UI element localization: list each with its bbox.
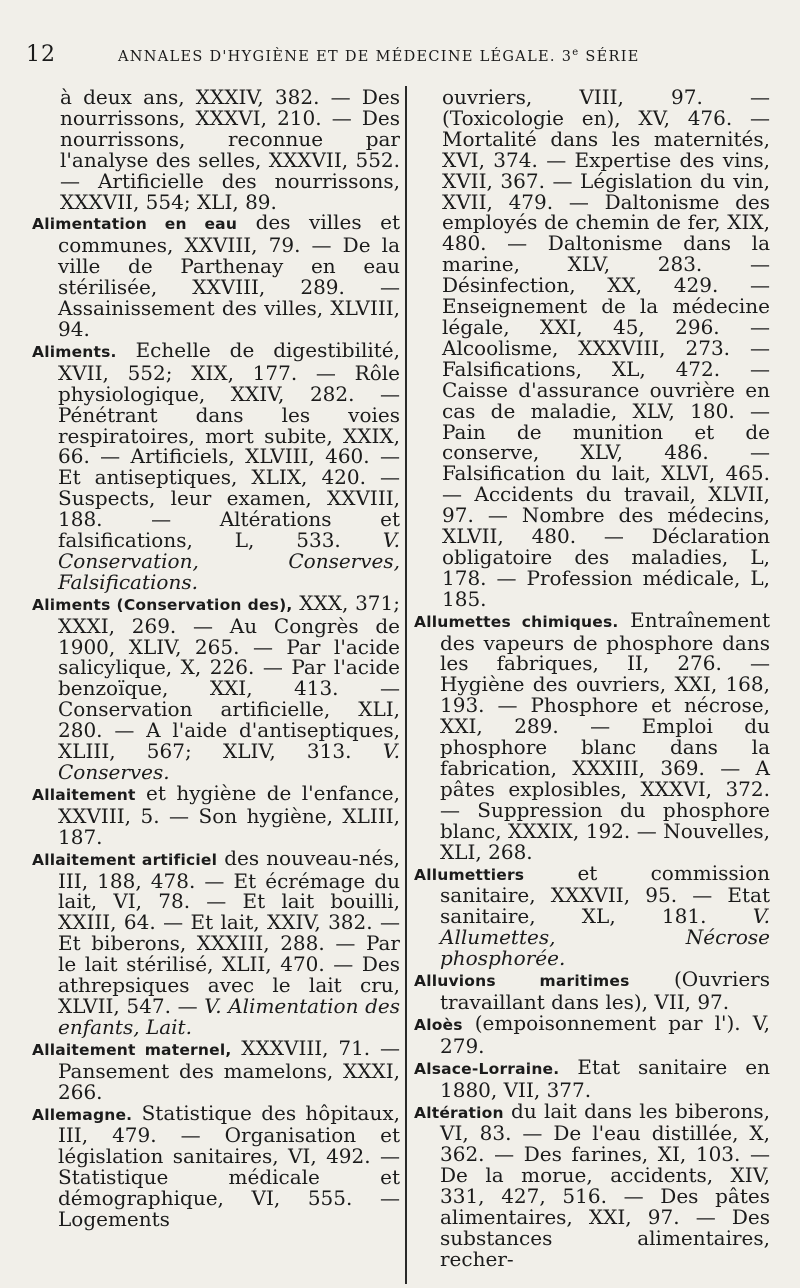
index-entry bbox=[32, 337, 400, 594]
index-entry bbox=[32, 845, 400, 1039]
entry-heading: Alimentation en eau bbox=[32, 215, 238, 234]
entry-heading: Allumettes chimiques. bbox=[414, 612, 619, 631]
entry-heading: Allemagne. bbox=[32, 1105, 133, 1124]
index-entry bbox=[32, 87, 400, 212]
series-label: SÉRIE bbox=[579, 49, 640, 65]
index-entry bbox=[414, 1054, 770, 1102]
left-column bbox=[32, 87, 400, 1230]
entry-text: Echelle de digestibilité, XVII, 552; XIX, 177. — Rôle physiologique, XXIV, 282. — Pénétrant dans les voies respiratoires, mort subite, XXIX, 66. — Artificiels, XLVIII, 460. — Et antiseptiques, XLIX, 420. — Suspects, leur examen, XXVIII, 188. — Altérations et falsifications, L, 533. bbox=[58, 337, 400, 553]
entry-heading: Aliments. bbox=[32, 342, 117, 361]
entry-text: (empoisonnement par l'). V, 279. bbox=[440, 1010, 770, 1058]
entry-text: et hygiène de l'enfance, XXVIII, 5. — Son hygiène, XLIII, 187. bbox=[58, 780, 400, 849]
entry-text: des nouveau-nés, III, 188, 478. — Et écrémage du lait, VI, 78. — Et lait bouilli, XXIII, 64. — Et lait, XXIV, 382. — Et biberons, XXXIII, 288. — Par le lait stérilisé, XLII, 470. — Des athrepsiques avec le lait cru, XLVII, 547. — bbox=[58, 845, 400, 1018]
entry-text: (Ouvriers travaillant dans les), VII, 97. bbox=[440, 967, 770, 1014]
entry-text: à deux ans, XXXIV, 382. — Des nourrissons, XXXVI, 210. — Des nourrissons, reconnue par l'analyse des selles, XXXVII, 552. — Artificielle des nourrissons, XXXVII, 554; XLI, 89. bbox=[60, 85, 400, 214]
entry-heading: Allumettiers bbox=[414, 865, 525, 884]
entry-heading: Aloès bbox=[414, 1015, 463, 1034]
right-column bbox=[414, 87, 770, 1270]
index-entry bbox=[32, 212, 400, 339]
entry-text: ouvriers, VIII, 97. — (Toxicologie en), XV, 476. — Mortalité dans les maternités, XVI, 374. — Expertise des vins, XVII, 367. — Législation du vin, XVII, 479. — Daltonisme des employés de chemin de fer, XIX, 480. — Daltonisme dans la marine, XLV, 283. — Désinfection, XX, 429. — Enseignement de la médecine légale, XXI, 45, 296. — Alcoolisme, XXXVIII, 273. — Falsifications, XL, 472. — Caisse d'assurance ouvrière en cas de maladie, XLV, 180. — Pain de munition et de conserve, XLV, 486. — Falsification du lait, XLVI, 465. — Accidents du travail, XLVII, 97. — Nombre des médecins, XLVII, 480. — Déclaration obligatoire des maladies, L, 178. — Profession médicale, L, 185. bbox=[442, 85, 770, 611]
entry-text: et commission sanitaire, XXXVII, 95. — Etat sanitaire, XL, 181. bbox=[440, 860, 770, 929]
series-superscript: e bbox=[572, 47, 580, 58]
entry-text: Entraînement des vapeurs de phosphore dans les fabriques, II, 276. — Hygiène des ouvriers, XXI, 168, 193. — Phosphore et nécrose, XXI, 289. — Emploi du phosphore blanc dans la fabrication, XXXIII, 369. — A pâtes explosibles, XXXVI, 372. — Suppression du phosphore blanc, XXXIX, 192. — Nouvelles, XLI, 268. bbox=[440, 607, 770, 864]
entry-heading: Allaitement maternel, bbox=[32, 1040, 232, 1059]
running-title-text: ANNALES D'HYGIÈNE ET DE MÉDECINE LÉGALE. 3 bbox=[118, 49, 573, 65]
entry-text: du lait dans les biberons, VI, 83. — De l'eau distillée, X, 362. — Des farines, XI, 103. — De la morue, accidents, XIV, 331, 427, 516. — Des pâtes alimentaires, XXI, 97. — Des substances alimentaires, recher- bbox=[440, 1098, 770, 1271]
entry-heading: Aliments (Conservation des), bbox=[32, 595, 293, 614]
entry-text: XXX, 371; XXXI, 269. — Au Congrès de 1900, XLIV, 265. — Par l'acide salicylique, X, 226. — Par l'acide benzoïque, XXI, 413. — Conservation artificielle, XLI, 280. — A l'aide d'antiseptiques, XLIII, 567; XLIV, 313. bbox=[58, 590, 400, 764]
entry-cross-reference: V. Allumettes, Nécrose phosphorée. bbox=[440, 904, 770, 971]
index-entry bbox=[414, 1098, 770, 1271]
entry-heading: Allaitement bbox=[32, 785, 136, 804]
index-entry bbox=[414, 87, 770, 610]
entry-cross-reference: V. Conserves. bbox=[58, 739, 400, 784]
entry-text: XXXVIII, 71. — Pansement des mamelons, XXXI, 266. bbox=[58, 1035, 400, 1104]
entry-cross-reference: V. Alimentation des enfants, Lait. bbox=[58, 993, 400, 1039]
entry-heading: Alsace-Lorraine. bbox=[414, 1059, 560, 1078]
index-entry bbox=[32, 590, 400, 784]
index-entry bbox=[414, 860, 770, 971]
page-number: 12 bbox=[26, 42, 56, 67]
entry-heading: Allaitement artificiel bbox=[32, 850, 218, 869]
running-title bbox=[118, 47, 640, 65]
page-header bbox=[26, 42, 778, 72]
index-entry bbox=[414, 969, 770, 1013]
entry-heading: Altération bbox=[414, 1103, 504, 1122]
entry-text: des villes et communes, XXVIII, 79. — De la ville de Parthenay en eau stérilisée, XXVIII, 289. — Assainissement des villes, XLVIII, 94. bbox=[58, 210, 401, 341]
entry-text: Etat sanitaire en 1880, VII, 377. bbox=[440, 1054, 770, 1102]
index-entry bbox=[414, 607, 770, 864]
index-entry bbox=[414, 1010, 770, 1058]
index-entry bbox=[32, 780, 400, 849]
entry-heading: Alluvions maritimes bbox=[414, 972, 630, 991]
index-entry bbox=[32, 1100, 400, 1232]
entry-cross-reference: V. Conservation, Conserves, Falsifications. bbox=[58, 528, 400, 594]
entry-text: Statistique des hôpitaux, III, 479. — Organisation et législation sanitaires, VI, 492. — Statistique médicale et démographique, VI, 555. — Logements bbox=[58, 1100, 400, 1232]
index-entry bbox=[32, 1035, 400, 1104]
column-divider bbox=[405, 86, 407, 1284]
